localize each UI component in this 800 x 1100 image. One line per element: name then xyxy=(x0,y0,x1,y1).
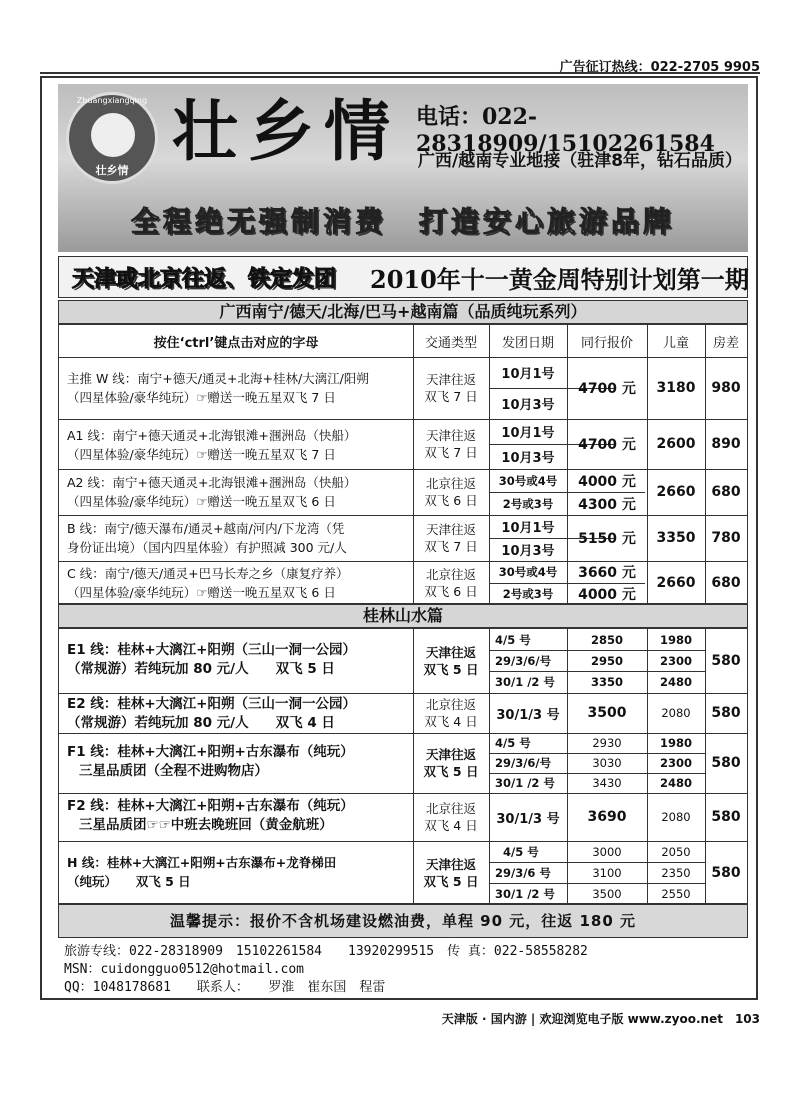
room-e2: 580 xyxy=(711,705,741,721)
transport-a1: 天津往返 双飞 7 日 xyxy=(424,428,478,460)
room-h: 580 xyxy=(711,865,741,881)
logo-cn: 壮乡情 xyxy=(95,164,129,177)
child-c: 2660 xyxy=(656,575,696,591)
price-f1-2: 3030 xyxy=(592,756,622,770)
date-h-1: 4/5 号 xyxy=(503,844,539,859)
child-f2: 2080 xyxy=(661,810,691,824)
child-h-2: 2350 xyxy=(661,865,691,880)
header-date: 发团日期 xyxy=(501,335,554,351)
room-a2: 680 xyxy=(711,484,741,500)
route-h[interactable]: H 线：桂林+大漓江+阳朔+古东瀑布+龙脊梯田 （纯玩） 双飞 5 日 xyxy=(67,855,337,889)
guilin-table xyxy=(58,628,748,904)
room-c: 680 xyxy=(711,575,741,591)
route-f2[interactable]: F2 线：桂林+大漓江+阳朔+古东瀑布（纯玩） 三星品质团☞☞中班去晚班回（黄金航班） xyxy=(67,798,354,833)
route-b[interactable]: B 线：南宁/德天瀑布/通灵+越南/河内/下龙湾（凭 身份证出境）（国内四星体验）有护照减 300 元/人 xyxy=(67,521,347,555)
header-child: 儿童 xyxy=(662,335,689,351)
route-a2[interactable]: A2 线：南宁+德天通灵+北海银滩+涠洲岛（快船） （四星体验/豪华纯玩）☞赠送一晚五星双飞 6 日 xyxy=(67,475,357,509)
date-h-3: 30/1 /2 号 xyxy=(495,887,555,901)
nanning-table xyxy=(58,324,748,604)
price-e1-3: 3350 xyxy=(590,675,623,689)
title-right: 2010年十一黄金周特别计划第一期 xyxy=(370,265,749,294)
room-b: 780 xyxy=(711,530,741,546)
route-w[interactable]: 主推 W 线：南宁+德天/通灵+北海+桂林/大漓江/阳朔 （四星体验/豪华纯玩）☞赠送一晚五星双飞 7 日 xyxy=(67,371,369,405)
date-a1-1: 10月1号 xyxy=(501,426,555,441)
header-transport: 交通类型 xyxy=(424,335,477,351)
route-e2[interactable]: E2 线：桂林+大漓江+阳朔（三山一洞一公园） （常规游）若纯玩加 80 元/人 双飞 4 日 xyxy=(67,696,356,731)
date-a1-2: 10月3号 xyxy=(501,451,555,466)
transport-a2: 北京往返 双飞 6 日 xyxy=(424,476,478,508)
route-c[interactable]: C 线：南宁/德天/通灵+巴马长寿之乡（康复疗养） （四星体验/豪华纯玩）☞赠送一晚五星双飞 6 日 xyxy=(67,566,349,600)
title-left: 天津或北京往返、铁定发团 xyxy=(72,267,337,292)
date-f1-1: 4/5 号 xyxy=(495,736,531,750)
route-e1[interactable]: E1 线：桂林+大漓江+阳朔（三山一洞一公园） （常规游）若纯玩加 80 元/人 双飞 5 日 xyxy=(67,642,356,677)
date-e1-1: 4/5 号 xyxy=(495,632,531,647)
transport-c: 北京往返 双飞 6 日 xyxy=(424,567,478,599)
price-f1-1: 2930 xyxy=(592,736,622,750)
contact-line-1: 旅游专线：022-28318909 15102261584 13920299515 传 真：022-58558282 xyxy=(64,944,588,959)
date-e1-2: 29/3/6/号 xyxy=(495,653,552,668)
transport-h: 天津往返 双飞 5 日 xyxy=(423,857,479,889)
price-h-2: 3100 xyxy=(592,865,622,880)
brand-name: 壮乡情 xyxy=(172,92,400,170)
date-a2-1: 30号或4号 xyxy=(498,473,558,488)
price-h-3: 3500 xyxy=(592,887,622,901)
contact-msn[interactable]: MSN：cuidongguo0512@hotmail.com xyxy=(64,962,304,977)
ad-hotline: 广告征订热线：022-2705 9905 xyxy=(559,60,760,75)
date-e1-3: 30/1 /2 号 xyxy=(495,675,555,689)
date-f2: 30/1/3 号 xyxy=(496,811,560,827)
child-b: 3350 xyxy=(656,530,696,546)
date-c-1: 30号或4号 xyxy=(498,565,558,579)
transport-w: 天津往返 双飞 7 日 xyxy=(424,372,478,404)
price-e1-1: 2850 xyxy=(590,632,623,647)
child-a1: 2600 xyxy=(656,436,696,452)
warm-tip: 温馨提示：报价不含机场建设燃油费，单程 90 元，往返 180 元 xyxy=(58,904,748,938)
route-a1[interactable]: A1 线：南宁+德天通灵+北海银滩+涠洲岛（快船） （四星体验/豪华纯玩）☞赠送一晚五星双飞 7 日 xyxy=(67,428,357,462)
price-b: 5150 元 xyxy=(578,531,636,547)
child-e1-3: 2480 xyxy=(659,675,692,689)
room-e1: 580 xyxy=(711,653,741,669)
price-a1: 4700 元 xyxy=(578,437,636,453)
logo-en: Zhuangxiangqing xyxy=(76,96,148,105)
room-f2: 580 xyxy=(711,809,741,825)
child-h-1: 2050 xyxy=(661,844,691,859)
route-f1[interactable]: F1 线：桂林+大漓江+阳朔+古东瀑布（纯玩） 三星品质团（全程不进购物店） xyxy=(67,744,354,779)
slogan: 全程绝无强制消费 打造安心旅游品牌 xyxy=(130,205,675,238)
price-c-2: 4000 元 xyxy=(578,587,636,603)
date-c-2: 2号或3号 xyxy=(502,587,554,601)
price-w: 4700 元 xyxy=(578,381,636,397)
date-w-1: 10月1号 xyxy=(501,367,555,382)
header-subtitle: 广西/越南专业地接（驻津8年，钻石品质） xyxy=(418,151,743,171)
transport-f1: 天津往返 双飞 5 日 xyxy=(423,747,479,779)
child-e1-2: 2300 xyxy=(659,653,692,668)
contact-qq: QQ：1048178681 联系人： 罗淮 崔东国 程雷 xyxy=(64,980,386,995)
child-f1-3: 2480 xyxy=(659,776,692,790)
header-route: 按住‘ctrl’键点击对应的字母 xyxy=(153,335,319,351)
transport-b: 天津往返 双飞 7 日 xyxy=(424,522,478,554)
date-a2-2: 2号或3号 xyxy=(502,496,554,511)
transport-f2: 北京往返 双飞 4 日 xyxy=(424,801,478,833)
date-b-1: 10月1号 xyxy=(501,521,555,536)
date-h-2: 29/3/6 号 xyxy=(495,865,551,880)
child-f1-2: 2300 xyxy=(659,756,692,770)
price-a2-2: 4300 元 xyxy=(578,496,636,513)
date-f1-2: 29/3/6/号 xyxy=(495,756,552,770)
child-e2: 2080 xyxy=(661,706,691,720)
price-c-1: 3660 元 xyxy=(578,565,636,581)
price-h-1: 3000 xyxy=(592,844,622,859)
child-w: 3180 xyxy=(656,380,696,396)
header-price: 同行报价 xyxy=(580,335,633,351)
price-e2: 3500 xyxy=(587,705,627,721)
date-b-2: 10月3号 xyxy=(501,544,555,559)
section-nanning-title: 广西南宁/德天/北海/巴马+越南篇（品质纯玩系列） xyxy=(58,300,748,324)
top-rule xyxy=(40,72,760,74)
child-e1-1: 1980 xyxy=(659,632,692,647)
price-e1-2: 2950 xyxy=(590,653,623,668)
child-a2: 2660 xyxy=(656,484,696,500)
date-e2: 30/1/3 号 xyxy=(496,707,560,723)
child-h-3: 2550 xyxy=(661,887,691,901)
room-a1: 890 xyxy=(711,436,741,452)
date-w-2: 10月3号 xyxy=(501,398,555,413)
child-f1-1: 1980 xyxy=(659,736,692,750)
header-phone: 电话：022-28318909/15102261584 xyxy=(416,104,715,157)
price-f1-3: 3430 xyxy=(592,776,622,790)
transport-e2: 北京往返 双飞 4 日 xyxy=(424,697,478,729)
date-f1-3: 30/1 /2 号 xyxy=(495,776,555,790)
room-f1: 580 xyxy=(711,755,741,771)
header-room: 房差 xyxy=(712,335,739,351)
transport-e1: 天津往返 双飞 5 日 xyxy=(423,645,479,677)
section-guilin-title: 桂林山水篇 xyxy=(58,604,748,628)
room-w: 980 xyxy=(711,380,741,396)
price-a2-1: 4000 元 xyxy=(578,473,636,490)
page-footer: 天津版 · 国内游 | 欢迎浏览电子版 www.zyoo.net 103 xyxy=(441,1012,760,1026)
price-f2: 3690 xyxy=(587,809,627,825)
